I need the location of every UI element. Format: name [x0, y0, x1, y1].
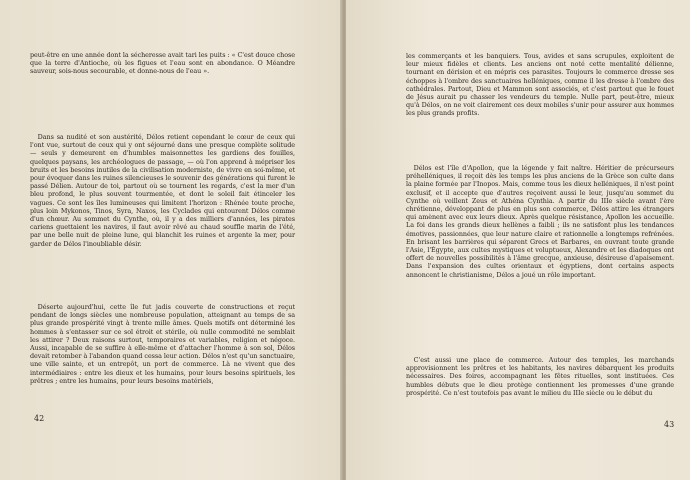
right-paragraph-3: C'est aussi une place de commerce. Autour des temples, les marchands approvisionnent les prêtres et les habitants, les navires débarquent les produits nécessaires. Des foires, accompagnant les fêtes rituelles, sont instituées. Ces humbles débuts que le dieu protège contiennent les promesses d'une grande prospérité. Ce n'est toutefois pas avant le milieu du IIIe siècle ou le début du: [406, 356, 674, 397]
left-paragraph-3: Déserte aujourd'hui, cette île fut jadis couverte de constructions et reçut pendant de longs siècles une nombreuse population, atteignant au temps de sa plus grande prospérité vingt à trente mille âmes. Quels motifs ont déterminé les hommes à s'entasser sur ce sol étroit et stérile, où nulle commodité ne semblait les attirer ? Deux raisons surtout, temporaires et variables, religion et négoce. Aussi, incapable de se suffire à elle-même et d'attacher l'homme à son sol, Délos devait retomber à l'abandon quand cessa leur action. Délos n'est qu'un sanctuaire, une ville sainte, et un entrepôt, un port de commerce. Là ne vivent que des intermédiaires : entre les dieux et les humains, pour leurs besoins spirituels, les prêtres ; entre les humains, pour leurs besoins matériels,: [30, 303, 295, 385]
right-paragraph-2: Délos est l'île d'Apollon, que la légende y fait naître. Héritier de précurseurs préhelléniques, il reçoit dès les temps les plus anciens de la Grèce son culte dans la plaine formée par l'Inopos. Mais, comme tous les dieux helléniques, il n'est point exclusif, et il accepte que d'autres reçoivent aussi le leur, jusqu'au sommet du Cynthe où veillent Zeus et Athéna Cynthia. A partir du IIIe siècle avant l'ère chrétienne, développant de plus en plus son commerce, Délos attire les étrangers qui amènent avec eux leurs dieux. Après quelque résistance, Apollon les accueille. La foi dans les grands dieux hellènes a faibli ; ils ne satisfont plus les tendances émotives, passionnées, que leur nature claire et rationnelle a longtemps refrénées. En brisant les barrières qui séparent Grecs et Barbares, en ouvrant toute grande l'Asie, l'Égypte, aux cultes mystiques et voluptueux, Alexandre et les diadoques ont offert de nouvelles possibilités à l'âme grecque, anxieuse, désireuse d'apaisement. Dans l'expansion des cultes orientaux et égyptiens, dont certains aspects annoncent le christianisme, Délos a joué un rôle important.: [406, 164, 674, 279]
left-paragraph-1: peut-être en une année dont la sécheresse avait tari les puits : « C'est douce chose que la terre d'Antioche, où les figues et l'eau sont en abondance. O Méandre sauveur, sois-nous secourable, et donne-nous de l'eau ».: [30, 51, 295, 76]
left-page: [0, 0, 342, 480]
right-page-number: 43: [664, 420, 675, 429]
right-paragraph-1: les commerçants et les banquiers. Tous, avides et sans scrupules, exploitent de leur mieux fidèles et clients. Les anciens ont noté cette mentalité délienne, tournant en dérision et en mépris ces parasites. Toujours le commerce dresse ses échoppes à l'ombre des sanctuaires helléniques, comme il les dresse à l'ombre des cathédrales. Partout, Dieu et Mammon sont associés, et c'est partout que le fouet de Jésus aurait pu chasser les vendeurs du temple. Nulle part, peut-être, mieux qu'à Délos, on ne voit clairement ces deux mobiles s'unir pour assurer aux hommes les plus grands profits.: [406, 52, 674, 118]
right-page: [346, 0, 690, 480]
left-paragraph-2: Dans sa nudité et son austérité, Délos retient cependant le cœur de ceux qui l'ont vue, surtout de ceux qui y ont séjourné dans une presque complète solitude — seuls y demeurent en d'humbles maisonnettes les gardiens des fouilles, quelques paysans, les archéologues de passage, — où l'on apprend à mépriser les bruits et les besoins inutiles de la civilisation moderniste, de vivre en soi-même, et pour évoquer dans les ruines silencieuses le souvenir des générations qui furent le passé Délien. Autour de toi, partout où se tournent les regards, c'est la mer d'un bleu profond, le plus souvent tourmentée, et dont le soleil fait étinceler les vagues. Ce sont les îles lumineuses qui limitent l'horizon : Rhénée toute proche, plus loin Mykonos, Tinos, Syra, Naxos, les Cyclades qui entourent Délos comme d'un chœur. Au sommet du Cynthe, où, il y a des milliers d'années, les pirates cariens guettaient les navires, il faut avoir rêvé au chaud souffle marin de l'été, par une belle nuit de pleine lune, qui blanchit les ruines et argente la mer, pour garder de Délos l'inoubliable désir.: [30, 133, 295, 248]
left-page-number: 42: [34, 414, 45, 423]
